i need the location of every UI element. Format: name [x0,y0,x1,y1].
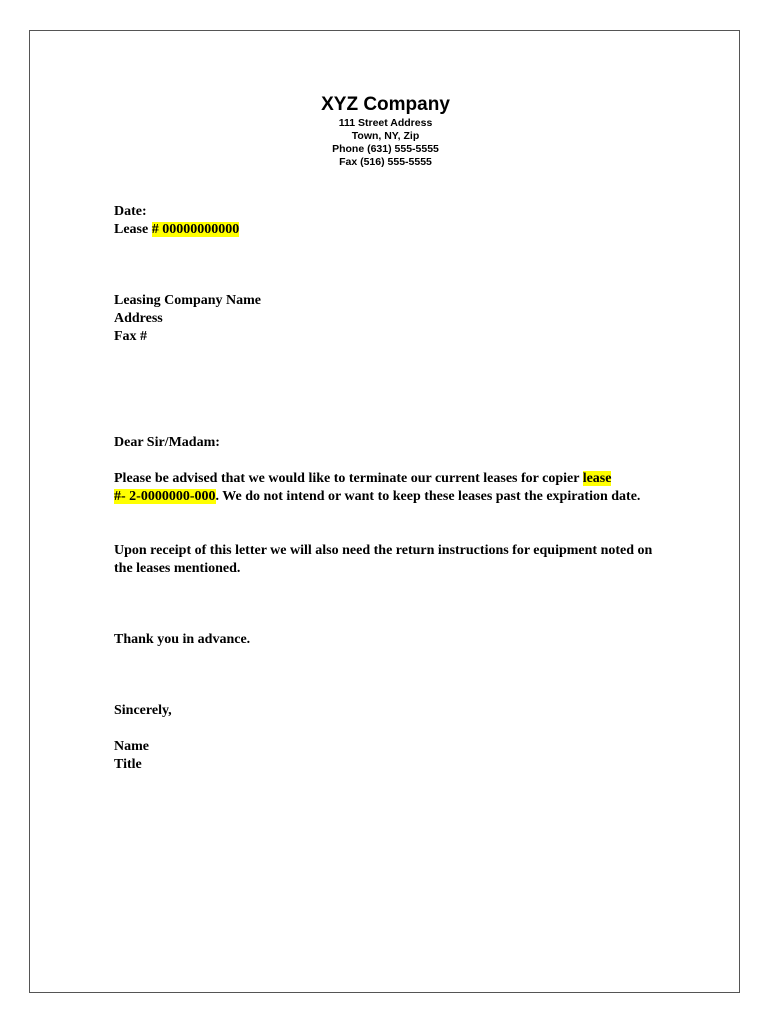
paragraph-1-text: Please be advised that we would like to terminate our current leases for copier [114,471,583,486]
town-address: Town, NY, Zip [351,130,420,142]
thanks-line: Thank you in advance. [114,632,251,647]
signature-name: Name [114,739,149,754]
recipient-fax: Fax # [114,329,148,344]
street-address: 111 Street Address [338,117,433,129]
recipient-address: Address [114,311,163,326]
date-label: Date: [114,204,147,219]
signature-block [114,738,659,774]
paragraph-2: Upon receipt of this letter we will also need the return instructions for equipment noted on the leases mentioned. [114,543,653,576]
paragraph-1 [114,470,659,506]
paragraph-1-rest: . We do not intend or want to keep these leases past the expiration date. [215,489,641,504]
letterhead [30,93,741,169]
salutation: Dear Sir/Madam: [114,435,220,450]
lease-number: # 00000000000 [151,222,240,237]
lease-line [114,221,659,239]
document-page [29,30,740,993]
recipient-block [114,292,659,346]
phone-number: Phone (631) 555-5555 [332,143,439,155]
fax-number: Fax (516) 555-5555 [339,156,432,168]
lease-info [114,203,659,239]
highlight-lease-number: #- 2-0000000-000 [114,489,216,504]
closing: Sincerely, [114,703,172,718]
highlight-lease-word: lease [582,471,612,486]
company-name: XYZ Company [321,94,450,115]
recipient-name: Leasing Company Name [114,293,262,308]
signature-title: Title [114,757,142,772]
lease-prefix: Lease [114,222,152,237]
